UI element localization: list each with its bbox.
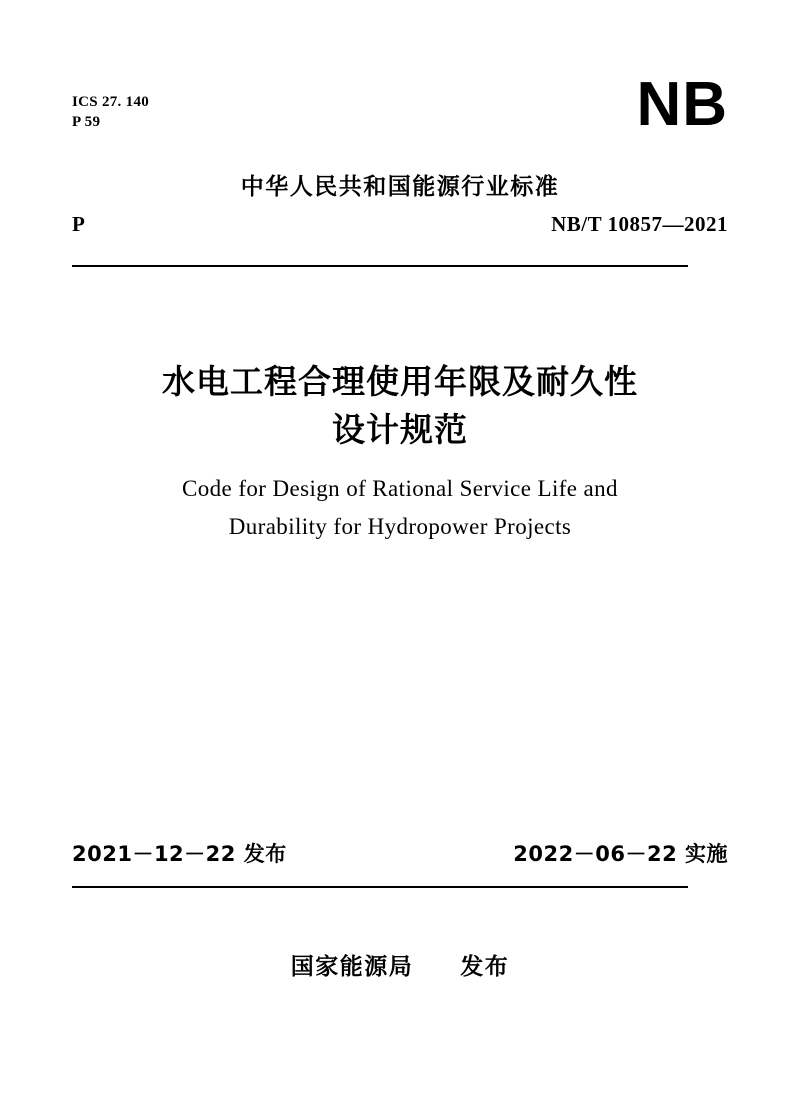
title-chinese-line2: 设计规范 (332, 409, 468, 449)
issue-date: 2021－12－22 发布 (72, 842, 287, 866)
publish-verb: 发布 (460, 954, 510, 980)
classification-letter: P (72, 212, 85, 236)
dates-row (72, 838, 728, 872)
ics-number: ICS 27. 140 (72, 94, 150, 110)
title-chinese-line1: 水电工程合理使用年限及耐久性 (162, 362, 638, 401)
title-english (0, 470, 800, 546)
standard-number: NB/T 10857—2021 (551, 212, 728, 236)
standard-organization-title: 中华人民共和国能源行业标准 (240, 174, 560, 200)
header-row (72, 70, 728, 156)
title-chinese (0, 358, 800, 454)
title-english-line1: Code for Design of Rational Service Life and (182, 476, 618, 501)
divider-bottom (72, 886, 688, 888)
ics-category-code: P 59 (72, 114, 101, 131)
standard-code-row (72, 212, 728, 242)
ics-classification (72, 92, 149, 133)
title-english-line2: Durability for Hydropower Projects (228, 513, 572, 539)
publisher-name: 国家能源局 (290, 954, 414, 980)
effective-date: 2022－06－22 实施 (513, 842, 728, 866)
divider-top (72, 265, 688, 267)
publisher-row (0, 948, 800, 981)
nb-logo: NB (636, 70, 728, 139)
